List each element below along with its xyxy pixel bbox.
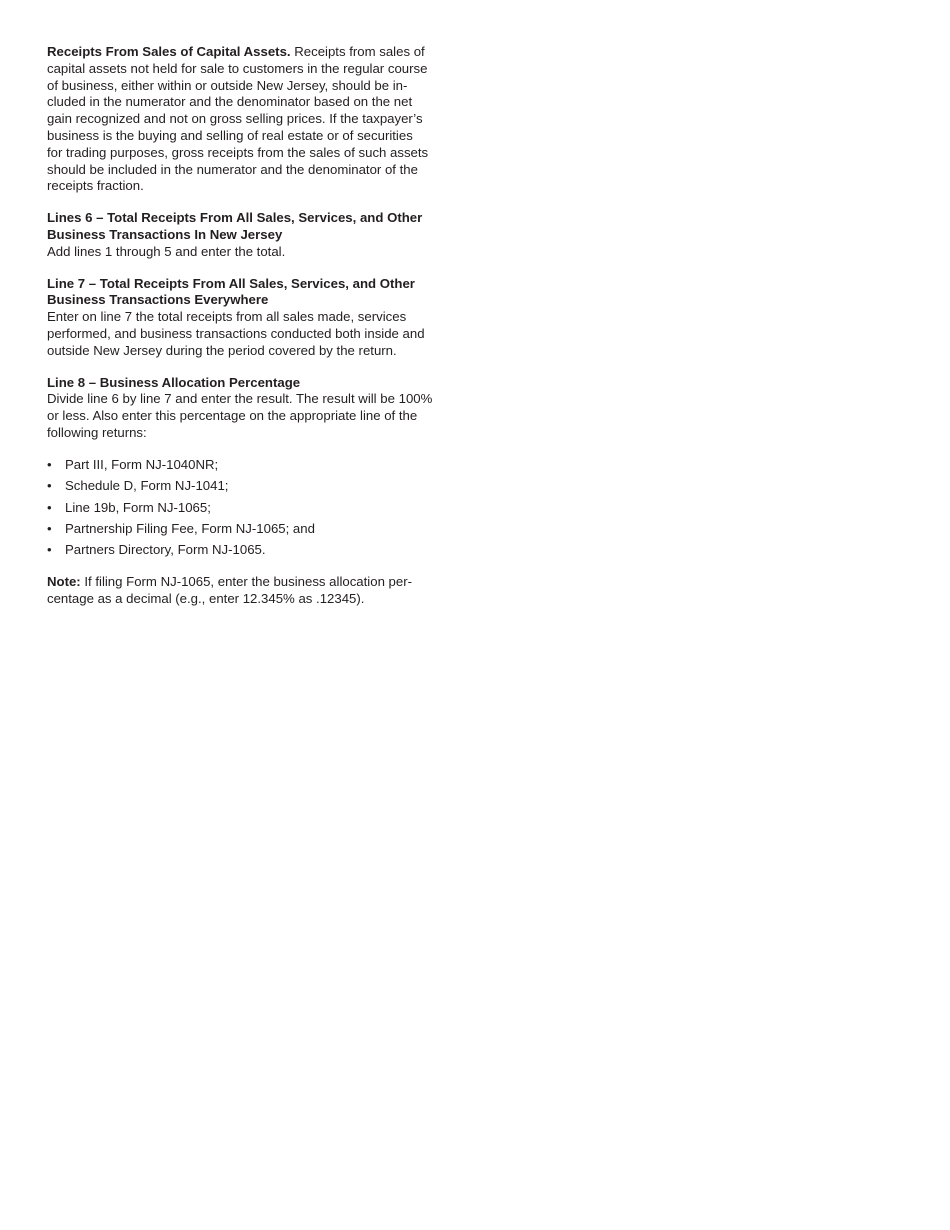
line6-heading: Lines 6 – Total Receipts From All Sales, Services, and Other xyxy=(47,210,423,226)
capital-assets-line: capital assets not held for sale to customers in the regular course xyxy=(47,60,428,76)
capital-assets-line: business is the buying and selling of real estate or of securities xyxy=(47,127,413,143)
capital-assets-line: for trading purposes, gross receipts from the sales of such assets xyxy=(47,144,429,160)
line8-body: following returns: xyxy=(47,424,147,440)
capital-assets-heading: Receipts From Sales of Capital Assets. xyxy=(47,44,291,59)
line6-heading: Business Transactions In New Jersey xyxy=(47,226,283,242)
list-item: • Schedule D, Form NJ-1041; xyxy=(47,478,229,494)
line8-section xyxy=(47,375,459,442)
note-line-1: Note: If filing Form NJ-1065, enter the business allocation per- xyxy=(47,574,413,590)
instructions-column xyxy=(47,44,459,623)
bullet-icon: • xyxy=(47,478,52,494)
capital-assets-line: gain recognized and not on gross selling prices. If the taxpayer’s xyxy=(47,111,423,127)
line7-heading: Line 7 – Total Receipts From All Sales, Services, and Other xyxy=(47,275,415,291)
line8-body: or less. Also enter this percentage on the appropriate line of the xyxy=(47,408,418,424)
bullet-icon: • xyxy=(47,456,52,472)
note-label: Note: xyxy=(47,574,81,590)
returns-bullet-list xyxy=(47,457,459,559)
capital-assets-section xyxy=(47,44,459,195)
line6-section xyxy=(47,210,459,260)
list-item: • Partnership Filing Fee, Form NJ-1065; and xyxy=(47,520,315,536)
line8-heading: Line 8 – Business Allocation Percentage xyxy=(47,374,301,390)
capital-assets-line: receipts fraction. xyxy=(47,178,144,194)
line7-body: performed, and business transactions conducted both inside and xyxy=(47,325,425,341)
list-item: • Line 19b, Form NJ-1065; xyxy=(47,499,211,515)
bullet-icon: • xyxy=(47,542,52,558)
line7-section xyxy=(47,276,459,360)
note-section xyxy=(47,574,459,608)
capital-assets-line: of business, either within or outside New Jersey, should be in- xyxy=(47,77,408,93)
line8-body: Divide line 6 by line 7 and enter the result. The result will be 100% xyxy=(47,391,433,407)
capital-assets-line: should be included in the numerator and the denominator of the xyxy=(47,161,418,177)
line7-body: outside New Jersey during the period covered by the return. xyxy=(47,342,397,358)
bullet-icon: • xyxy=(47,520,52,536)
list-item: • Partners Directory, Form NJ-1065. xyxy=(47,542,266,558)
list-item: • Part III, Form NJ-1040NR; xyxy=(47,456,219,472)
capital-assets-line-1: Receipts From Sales of Capital Assets. Receipts from sales of xyxy=(47,44,425,59)
bullet-icon: • xyxy=(47,499,52,515)
line7-heading: Business Transactions Everywhere xyxy=(47,292,269,308)
line7-body: Enter on line 7 the total receipts from all sales made, services xyxy=(47,309,407,325)
capital-assets-line: cluded in the numerator and the denominator based on the net xyxy=(47,94,413,110)
line6-body: Add lines 1 through 5 and enter the total. xyxy=(47,243,286,259)
note-line: centage as a decimal (e.g., enter 12.345% as .12345). xyxy=(47,590,365,606)
